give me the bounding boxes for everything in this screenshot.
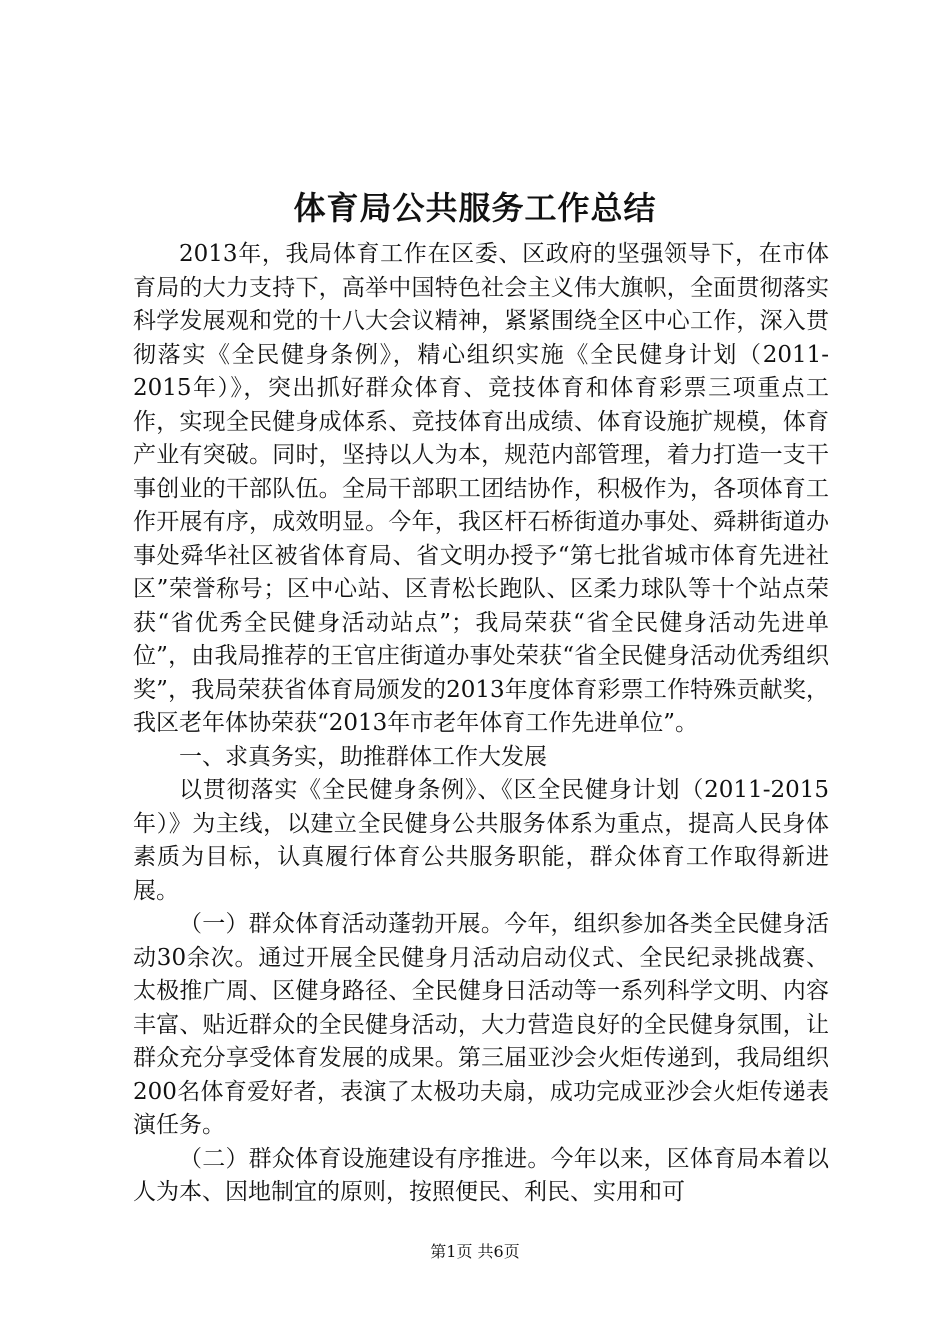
paragraph-section-1: 以贯彻落实《全民健身条例》、《区全民健身计划（2011-2015年）》为主线，以建立全民健身公共服务体系为重点，提高人民身体素质为目标，认真履行体育公共服务职能，群众体育工作取得新进展。 — [133, 777, 829, 904]
paragraph-subsection-1: （一）群众体育活动蓬勃开展。今年，组织参加各类全民健身活动30余次。通过开展全民健身月活动启动仪式、全民纪录挑战赛、太极推广周、区健身路径、全民健身日活动等一系列科学文明、内容丰富、贴近群众的全民健身活动，大力营造良好的全民健身氛围，让群众充分享受体育发展的成果。第三届亚沙会火炬传递到，我局组织200名体育爱好者，表演了太极功夫扇，成功完成亚沙会火炬传递表演任务。 — [133, 911, 829, 1138]
paragraph-intro: 2013年，我局体育工作在区委、区政府的坚强领导下，在市体育局的大力支持下，高举中国特色社会主义伟大旗帜，全面贯彻落实科学发展观和党的十八大会议精神，紧紧围绕全区中心工作，深入贯彻落实《全民健身条例》，精心组织实施《全民健身计划（2011-2015年）》，突出抓好群众体育、竞技体育和体育彩票三项重点工作，实现全民健身成体系、竞技体育出成绩、体育设施扩规模，体育产业有突破。同时，坚持以人为本，规范内部管理，着力打造一支干事创业的干部队伍。全局干部职工团结协作，积极作为，各项体育工作开展有序，成效明显。今年，我区杆石桥街道办事处、舜耕街道办事处舜华社区被省体育局、省文明办授予“第七批省城市体育先进社区”荣誉称号；区中心站、区青松长跑队、区柔力球队等十个站点荣获“省优秀全民健身活动站点”；我局荣获“省全民健身活动先进单位”，由我局推荐的王官庄街道办事处荣获“省全民健身活动优秀组织奖”，我局荣获省体育局颁发的2013年度体育彩票工作特殊贡献奖，我区老年体协荣获“2013年市老年体育工作先进单位”。 — [133, 241, 829, 736]
paragraph-subsection-2: （二）群众体育设施建设有序推进。今年以来，区体育局本着以人为本、因地制宜的原则，按照便民、利民、实用和可 — [133, 1145, 829, 1205]
page-number-footer: 第1页 共6页 — [430, 1242, 520, 1261]
section-heading-1: 一、求真务实，助推群体工作大发展 — [179, 743, 547, 770]
document-body — [133, 238, 829, 1210]
document-title: 体育局公共服务工作总结 — [293, 189, 657, 227]
